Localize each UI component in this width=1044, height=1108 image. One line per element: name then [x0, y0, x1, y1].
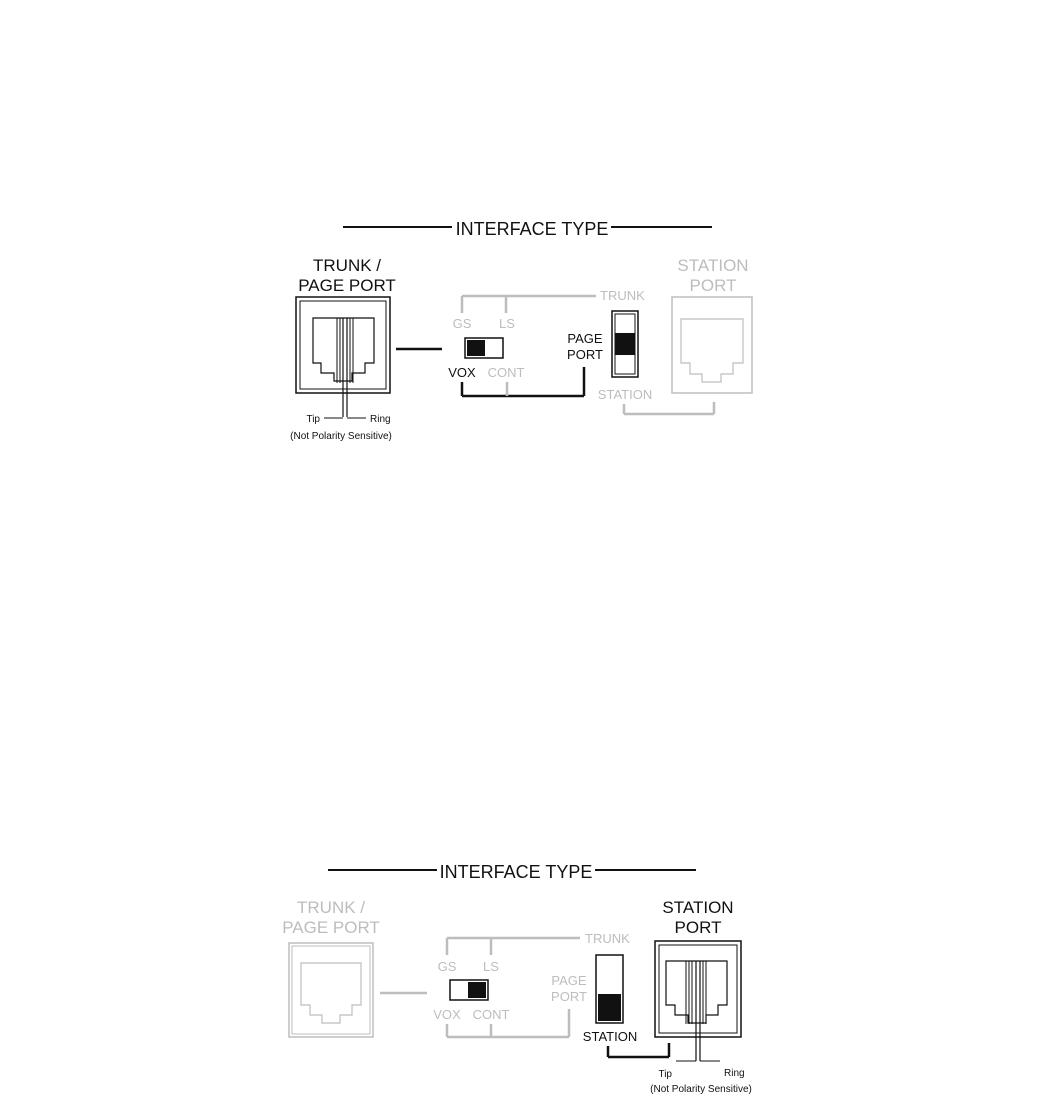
diagram-title: INTERFACE TYPE [439, 862, 593, 882]
selector-port-label: PORT [551, 989, 587, 1004]
station-interface-diagram [0, 843, 1044, 1103]
selector-port-label: PORT [567, 347, 603, 362]
station-port-jack-icon [672, 297, 752, 393]
trunk-port-label-line2: PAGE PORT [298, 276, 396, 295]
polarity-note: (Not Polarity Sensitive) [650, 1084, 752, 1095]
interface-selector-switch[interactable] [612, 311, 638, 377]
diagram-title: INTERFACE TYPE [455, 219, 609, 239]
tip-label: Tip [306, 414, 320, 425]
station-bracket [608, 1043, 669, 1057]
selector-page-label: PAGE [567, 331, 603, 346]
switch-vox-label: VOX [433, 1007, 461, 1022]
station-interface-svg [0, 843, 1044, 1103]
switch-cont-label: CONT [487, 365, 525, 380]
switch-vox-label: VOX [448, 365, 476, 380]
selector-station-label: STATION [582, 1029, 638, 1044]
switch-ls-label: LS [499, 316, 515, 331]
vox-cont-slide-switch[interactable] [450, 980, 488, 1000]
ring-label: Ring [724, 1068, 745, 1079]
switch-ls-label: LS [483, 959, 499, 974]
trunk-port-jack-icon [296, 297, 390, 417]
trunk-interface-diagram [0, 200, 1044, 460]
station-port-label-line1: STATION [677, 256, 749, 275]
station-port-label-line2: PORT [674, 918, 722, 937]
trunk-interface-svg [0, 200, 1044, 460]
polarity-note: (Not Polarity Sensitive) [290, 431, 392, 442]
station-port-label-line2: PORT [689, 276, 737, 295]
vox-cont-slide-switch[interactable] [465, 338, 503, 358]
trunk-bracket [447, 938, 580, 955]
selector-trunk-label: TRUNK [600, 288, 645, 303]
selector-station-label: STATION [597, 387, 653, 402]
trunk-port-label-line1: TRUNK / [313, 256, 381, 275]
trunk-bracket [462, 296, 596, 313]
station-port-label-line1: STATION [662, 898, 734, 917]
trunk-port-label-line1: TRUNK / [297, 898, 365, 917]
switch-cont-label: CONT [472, 1007, 510, 1022]
selector-trunk-label: TRUNK [585, 931, 630, 946]
station-bracket [624, 402, 714, 414]
switch-gs-label: GS [437, 959, 457, 974]
ring-label: Ring [370, 414, 391, 425]
trunk-port-jack-icon [289, 943, 373, 1037]
trunk-port-label-line2: PAGE PORT [282, 918, 380, 937]
interface-selector-switch[interactable] [596, 955, 623, 1023]
selector-page-label: PAGE [551, 973, 587, 988]
switch-gs-label: GS [452, 316, 472, 331]
tip-label: Tip [658, 1069, 672, 1080]
